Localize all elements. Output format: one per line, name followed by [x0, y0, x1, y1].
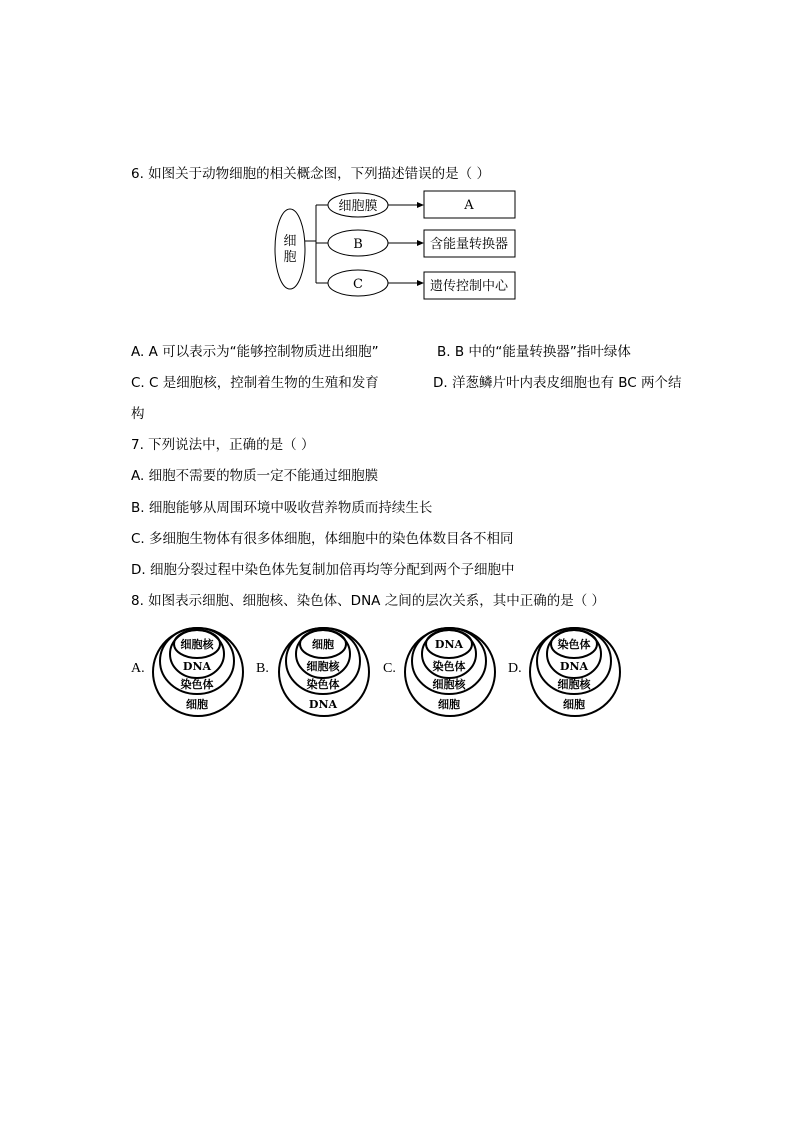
arrow-icon — [417, 240, 424, 246]
layer-label-2: 细胞核 — [306, 660, 340, 673]
box-label-3: 遗传控制中心 — [429, 279, 509, 294]
q7-option-b: B. 细胞能够从周围环境中吸收营养物质而持续生长 — [131, 500, 433, 516]
box-label-2: 含能量转换器 — [429, 237, 509, 252]
layer-label-2: DNA — [182, 660, 212, 673]
q8-option-d-label: D. — [508, 661, 522, 676]
layer-label-outer: 细胞 — [563, 698, 585, 711]
q6-option-a: A. A 可以表示为“能够控制物质进出细胞” — [131, 344, 379, 360]
q8-diagram-d — [527, 620, 627, 720]
layer-label-inner: DNA — [434, 638, 464, 651]
q8-diagram-a — [150, 620, 250, 720]
layer-label-inner: 细胞 — [312, 638, 334, 651]
arrow-icon — [417, 280, 424, 286]
layer-label-3: 染色体 — [180, 678, 214, 691]
layer-label-2: 染色体 — [432, 660, 466, 673]
box-label-1: A — [464, 198, 474, 213]
q6-option-b: B. B 中的“能量转换器”指叶绿体 — [437, 344, 631, 360]
layer-label-3: 细胞核 — [432, 678, 466, 691]
q6-option-d-continued: 构 — [131, 406, 145, 422]
q8-diagram-c — [402, 620, 502, 720]
q8-option-c-label: C. — [383, 661, 396, 676]
q6-option-c: C. C 是细胞核，控制着生物的生殖和发育 — [131, 375, 379, 391]
q8-stem: 8. 如图表示细胞、细胞核、染色体、DNA 之间的层次关系，其中正确的是（ ） — [131, 593, 605, 609]
q8-option-b-label: B. — [256, 661, 269, 676]
branch-label-3: C — [353, 277, 363, 292]
q8-diagram-b — [276, 620, 376, 720]
q6-stem: 6. 如图关于动物细胞的相关概念图，下列描述错误的是（ ） — [131, 166, 490, 182]
arrow-icon — [417, 202, 424, 208]
root-label-1: 细 — [283, 234, 297, 249]
layer-label-outer: DNA — [308, 698, 338, 711]
q6-option-d: D. 洋葱鳞片叶内表皮细胞也有 BC 两个结 — [433, 375, 682, 391]
q7-option-d: D. 细胞分裂过程中染色体先复制加倍再均等分配到两个子细胞中 — [131, 562, 515, 578]
layer-label-2: DNA — [559, 660, 589, 673]
q8-option-a-label: A. — [131, 661, 145, 676]
layer-label-3: 细胞核 — [557, 678, 591, 691]
layer-label-outer: 细胞 — [438, 698, 460, 711]
root-label-2: 胞 — [283, 250, 297, 265]
q7-stem: 7. 下列说法中，正确的是（ ） — [131, 437, 315, 453]
layer-label-3: 染色体 — [306, 678, 340, 691]
layer-label-inner: 细胞核 — [180, 638, 214, 651]
branch-label-1: 细胞膜 — [338, 199, 378, 214]
branch-label-2: B — [353, 237, 363, 252]
q7-option-c: C. 多细胞生物体有很多体细胞，体细胞中的染色体数目各不相同 — [131, 531, 514, 547]
layer-label-inner: 染色体 — [557, 638, 591, 651]
layer-label-outer: 细胞 — [186, 698, 208, 711]
q7-option-a: A. 细胞不需要的物质一定不能通过细胞膜 — [131, 468, 379, 484]
root-ellipse — [275, 209, 305, 289]
q6-concept-diagram — [270, 185, 530, 305]
